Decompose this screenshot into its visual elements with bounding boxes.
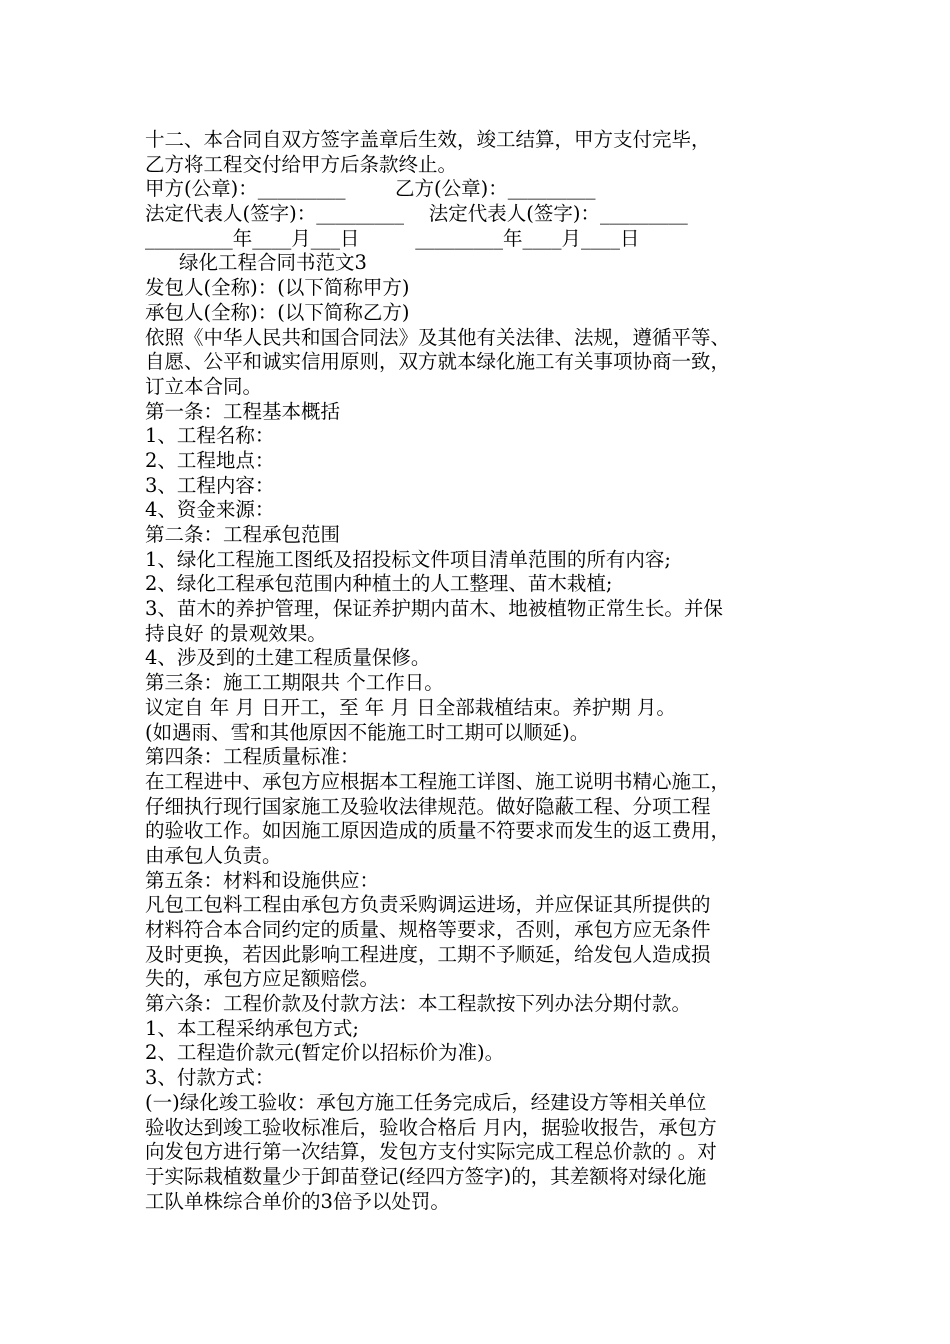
text-line: 依照《中华人民共和国合同法》及其他有关法律、法规，遵循平等、	[145, 325, 731, 349]
text-line: 在工程进中、承包方应根据本工程施工详图、施工说明书精心施工，	[145, 769, 731, 793]
text-line: 4、资金来源：	[145, 498, 275, 522]
article-heading: 第三条：施工工期限共 个工作日。	[145, 671, 444, 695]
text-line: 工队单株综合单价的3倍予以处罚。	[145, 1189, 450, 1213]
article-heading: 第六条：工程价款及付款方法：本工程款按下列办法分期付款。	[145, 992, 692, 1016]
text-line: 及时更换，若因此影响工程进度，工期不予顺延，给发包人造成损	[145, 942, 711, 966]
text-line: 发包人(全称)：(以下简称甲方)	[145, 276, 410, 300]
article-heading: 第二条：工程承包范围	[145, 523, 341, 546]
text-line: 的验收工作。如因施工原因造成的质量不符要求而发生的返工费用，	[145, 819, 731, 843]
text-line: 向发包方进行第一次结算，发包方支付实际完成工程总价款的 。对	[145, 1140, 717, 1164]
text-line: 十二、本合同自双方签字盖章后生效，竣工结算，甲方支付完毕，	[145, 128, 711, 151]
text-line: 2、工程地点：	[145, 448, 275, 472]
text-line: 由承包人负责。	[145, 843, 282, 867]
signature-line-representative: 法定代表人(签字)：_________ 法定代表人(签字)：_________	[145, 202, 688, 226]
text-line: 持良好 的景观效果。	[145, 621, 327, 645]
text-line: 议定自 年 月 日开工，至 年 月 日全部栽植结束。养护期 月。	[145, 695, 676, 719]
text-line: 乙方将工程交付给甲方后条款终止。	[145, 152, 458, 176]
signature-line-seal: 甲方(公章)：_________ 乙方(公章)：_________	[145, 177, 596, 201]
text-line: 1、本工程采纳承包方式;	[145, 1016, 359, 1040]
text-line: 于实际栽植数量少于卸苗登记(经四方签字)的，其差额将对绿化施	[145, 1164, 707, 1188]
text-line: 1、工程名称：	[145, 424, 275, 448]
text-line: 凡包工包料工程由承包方负责采购调运进场，并应保证其所提供的	[145, 893, 711, 917]
text-line: (一)绿化竣工验收：承包方施工任务完成后，经建设方等相关单位	[145, 1090, 707, 1114]
text-line: 3、苗木的养护管理，保证养护期内苗木、地被植物正常生长。并保	[145, 597, 723, 621]
text-line: (如遇雨、雪和其他原因不能施工时工期可以顺延)。	[145, 720, 590, 744]
signature-line-date: _________年____月___日 _________年____月____日	[145, 226, 640, 250]
text-line: 承包人(全称)：(以下简称乙方)	[145, 300, 410, 324]
text-line: 验收达到竣工验收标准后，验收合格后 月内，据验收报告，承包方	[145, 1115, 717, 1139]
text-line: 3、付款方式：	[145, 1066, 275, 1090]
text-line: 4、涉及到的土建工程质量保修。	[145, 646, 431, 670]
text-line: 失的，承包方应足额赔偿。	[145, 967, 380, 991]
text-line: 3、工程内容：	[145, 473, 275, 497]
article-heading: 第五条：材料和设施供应：	[145, 868, 380, 892]
document-body	[145, 128, 825, 1214]
text-line: 2、工程造价款元(暂定价以招标价为准)。	[145, 1041, 505, 1065]
text-line: 材料符合本合同约定的质量、规格等要求，否则，承包方应无条件	[145, 918, 711, 941]
article-heading: 第一条：工程基本概括	[145, 399, 341, 423]
section-title: 绿化工程合同书范文3	[179, 251, 367, 275]
text-line: 订立本合同。	[145, 374, 263, 398]
article-heading: 第四条：工程质量标准：	[145, 745, 360, 769]
text-line: 自愿、公平和诚实信用原则，双方就本绿化施工有关事项协商一致，	[145, 350, 731, 374]
text-line: 2、绿化工程承包范围内种植土的人工整理、苗木栽植;	[145, 572, 613, 596]
text-line: 1、绿化工程施工图纸及招投标文件项目清单范围的所有内容;	[145, 547, 671, 571]
text-line: 仔细执行现行国家施工及验收法律规范。做好隐蔽工程、分项工程	[145, 794, 711, 818]
